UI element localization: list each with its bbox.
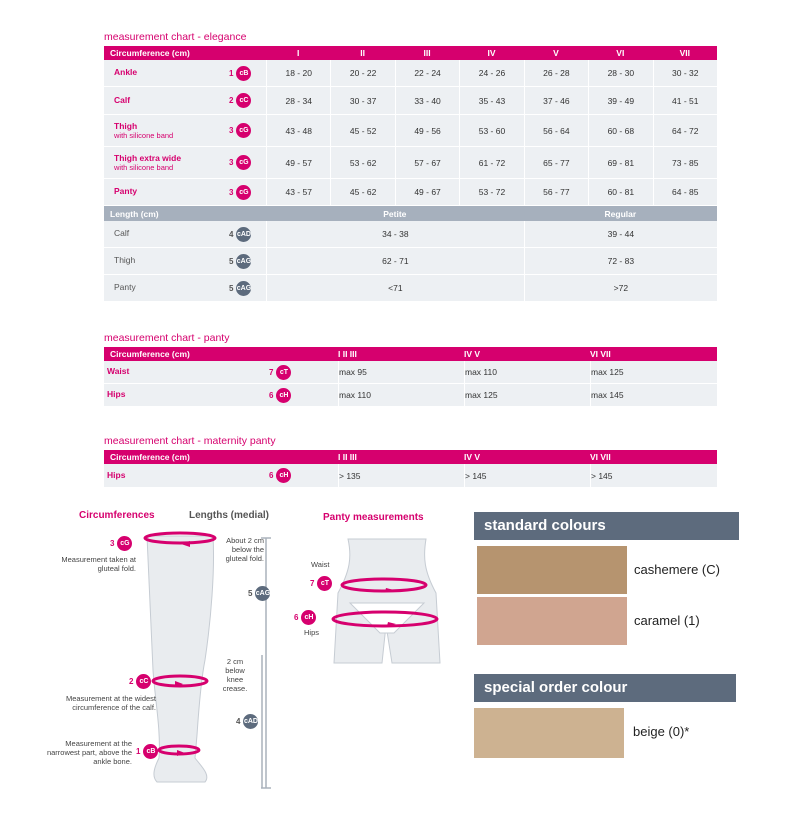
table-cell: 53 - 60 (459, 115, 523, 147)
table-cell: >72 (524, 275, 717, 302)
table-cell: max 125 (464, 384, 590, 407)
table-cell: > 145 (590, 464, 717, 488)
table-cell: 45 - 52 (330, 115, 394, 147)
swatch-label: caramel (1) (634, 613, 700, 628)
row-label: Thigh with silicone band 3 cG (104, 115, 266, 147)
measure-badge-icon: cH (301, 610, 316, 625)
circumferences-title: Circumferences (79, 510, 155, 521)
table-cell: 56 - 77 (524, 179, 588, 206)
table-cell: max 125 (590, 361, 717, 384)
header-cell: VI VII (590, 450, 717, 464)
table-cell: 49 - 56 (395, 115, 459, 147)
row-label: Hips 6 cH (104, 464, 338, 488)
maternity-table (104, 450, 717, 488)
panty-header-row (104, 347, 717, 361)
length-4-note: 2 cm below knee crease. (222, 657, 248, 693)
header-cell: VI (588, 46, 652, 60)
table-cell: 65 - 77 (524, 147, 588, 179)
elegance-table (104, 46, 717, 302)
length-5-note: About 2 cm below the gluteal fold. (225, 536, 264, 563)
table-cell: 43 - 57 (266, 179, 330, 206)
header-cell: VI VII (590, 347, 717, 361)
measure-badge-icon: cG (236, 155, 251, 170)
header-cell: IV V (464, 450, 590, 464)
table-cell: 64 - 72 (653, 115, 717, 147)
measure-badge-icon: cH (276, 388, 291, 403)
table-cell: 33 - 40 (395, 87, 459, 115)
swatch-cashemere (477, 546, 627, 594)
standard-colours-header: standard colours (474, 512, 739, 540)
table-cell: 53 - 72 (459, 179, 523, 206)
lengths-title: Lengths (medial) (189, 510, 270, 521)
circ-2-note: Measurement at the widest circumference of the calf. (65, 694, 156, 712)
table-cell: 39 - 49 (588, 87, 652, 115)
measure-badge-icon: cB (143, 744, 158, 759)
table-cell: 61 - 72 (459, 147, 523, 179)
table-cell: 34 - 38 (266, 221, 524, 248)
special-colour-header: special order colour (474, 674, 736, 702)
header-cell: Circumference (cm) (104, 347, 338, 361)
measure-badge-icon: cT (276, 365, 291, 380)
table-cell: 37 - 46 (524, 87, 588, 115)
row-label: Waist 7 cT (104, 361, 338, 384)
waist-label: Waist (311, 560, 330, 569)
circ-2-marker: 2 cC (129, 673, 151, 691)
table-cell: <71 (266, 275, 524, 302)
swatch-label: beige (0)* (633, 724, 690, 739)
table-row (104, 221, 717, 248)
table-cell: 49 - 57 (266, 147, 330, 179)
circ-3-note: Measurement taken at gluteal fold. (61, 555, 136, 573)
hips-marker: 6 cH (294, 609, 316, 627)
table-row (104, 147, 717, 179)
table-cell: 39 - 44 (524, 221, 717, 248)
measure-badge-icon: cG (236, 185, 251, 200)
elegance-title: measurement chart - elegance (104, 31, 247, 43)
measure-badge-icon: cAG (236, 254, 251, 269)
row-label: Panty 3 cG (104, 179, 266, 206)
table-cell: 53 - 62 (330, 147, 394, 179)
table-row (104, 60, 717, 87)
waist-marker: 7 cT (310, 575, 332, 593)
measure-badge-icon: cG (117, 536, 132, 551)
measure-badge-icon: cAD (236, 227, 251, 242)
header-cell: V (524, 46, 588, 60)
table-cell: 69 - 81 (588, 147, 652, 179)
header-cell: Petite (266, 206, 524, 221)
row-label: Calf 2 cC (104, 87, 266, 115)
table-cell: 30 - 32 (653, 60, 717, 87)
table-cell: 41 - 51 (653, 87, 717, 115)
header-cell: I (266, 46, 330, 60)
table-cell: max 95 (338, 361, 464, 384)
table-cell: 60 - 68 (588, 115, 652, 147)
panty-title: measurement chart - panty (104, 332, 230, 344)
panty-table (104, 347, 717, 407)
row-label: Thigh 5 cAG (104, 248, 266, 275)
table-cell: 18 - 20 (266, 60, 330, 87)
table-cell: 28 - 34 (266, 87, 330, 115)
measure-badge-icon: cAG (236, 281, 251, 296)
table-cell: 45 - 62 (330, 179, 394, 206)
header-cell: VII (653, 46, 717, 60)
maternity-title: measurement chart - maternity panty (104, 435, 276, 447)
table-cell: > 135 (338, 464, 464, 488)
table-cell: 24 - 26 (459, 60, 523, 87)
elegance-header-row (104, 46, 717, 60)
hips-label: Hips (304, 628, 320, 637)
row-label: Calf 4 cAD (104, 221, 266, 248)
measure-badge-icon: cH (276, 468, 291, 483)
header-cell: III (395, 46, 459, 60)
table-cell: max 145 (590, 384, 717, 407)
panty-illustration (330, 535, 445, 667)
header-cell: Regular (524, 206, 717, 221)
header-cell: IV (459, 46, 523, 60)
table-cell: 49 - 67 (395, 179, 459, 206)
measure-badge-icon: cC (236, 93, 251, 108)
swatch-beige (474, 708, 624, 758)
table-cell: 22 - 24 (395, 60, 459, 87)
header-cell: Length (cm) (104, 206, 266, 221)
header-cell: IV V (464, 347, 590, 361)
row-label: Hips 6 cH (104, 384, 338, 407)
table-row (104, 275, 717, 302)
circ-3-marker: 3 cG (110, 535, 132, 553)
header-cell: II (330, 46, 394, 60)
table-row (104, 179, 717, 206)
row-label: Panty 5 cAG (104, 275, 266, 302)
header-cell: Circumference (cm) (104, 450, 338, 464)
header-cell: Circumference (cm) (104, 46, 266, 60)
length-5-marker: 5 cAG (248, 585, 270, 603)
measure-badge-icon: cAG (255, 586, 270, 601)
measure-badge-icon: cT (317, 576, 332, 591)
table-cell: 62 - 71 (266, 248, 524, 275)
table-row (104, 248, 717, 275)
table-cell: 43 - 48 (266, 115, 330, 147)
table-row (104, 87, 717, 115)
maternity-header-row (104, 450, 717, 464)
swatch-label: cashemere (C) (634, 562, 720, 577)
table-cell: 57 - 67 (395, 147, 459, 179)
table-cell: 72 - 83 (524, 248, 717, 275)
table-cell: 30 - 37 (330, 87, 394, 115)
table-cell: 28 - 30 (588, 60, 652, 87)
circ-1-note: Measurement at the narrowest part, above the ankle bone. (46, 739, 132, 766)
table-cell: 73 - 85 (653, 147, 717, 179)
table-cell: 56 - 64 (524, 115, 588, 147)
measure-badge-icon: cG (236, 123, 251, 138)
measure-badge-icon: cB (236, 66, 251, 81)
table-row (104, 115, 717, 147)
table-cell: 20 - 22 (330, 60, 394, 87)
row-label: Ankle 1 cB (104, 60, 266, 87)
circ-1-marker: 1 cB (136, 743, 158, 761)
length-header-row (104, 206, 717, 221)
table-cell: 60 - 81 (588, 179, 652, 206)
table-row (104, 384, 717, 407)
panty-measurements-title: Panty measurements (323, 512, 424, 523)
row-label: Thigh extra wide with silicone band 3 cG (104, 147, 266, 179)
table-cell: 35 - 43 (459, 87, 523, 115)
table-cell: > 145 (464, 464, 590, 488)
length-4-marker: 4 cAD (236, 713, 258, 731)
table-row (104, 464, 717, 488)
measure-badge-icon: cC (136, 674, 151, 689)
header-cell: I II III (338, 450, 464, 464)
table-cell: max 110 (338, 384, 464, 407)
table-row (104, 361, 717, 384)
table-cell: 26 - 28 (524, 60, 588, 87)
measure-badge-icon: cAD (243, 714, 258, 729)
swatch-caramel (477, 597, 627, 645)
header-cell: I II III (338, 347, 464, 361)
table-cell: max 110 (464, 361, 590, 384)
table-cell: 64 - 85 (653, 179, 717, 206)
